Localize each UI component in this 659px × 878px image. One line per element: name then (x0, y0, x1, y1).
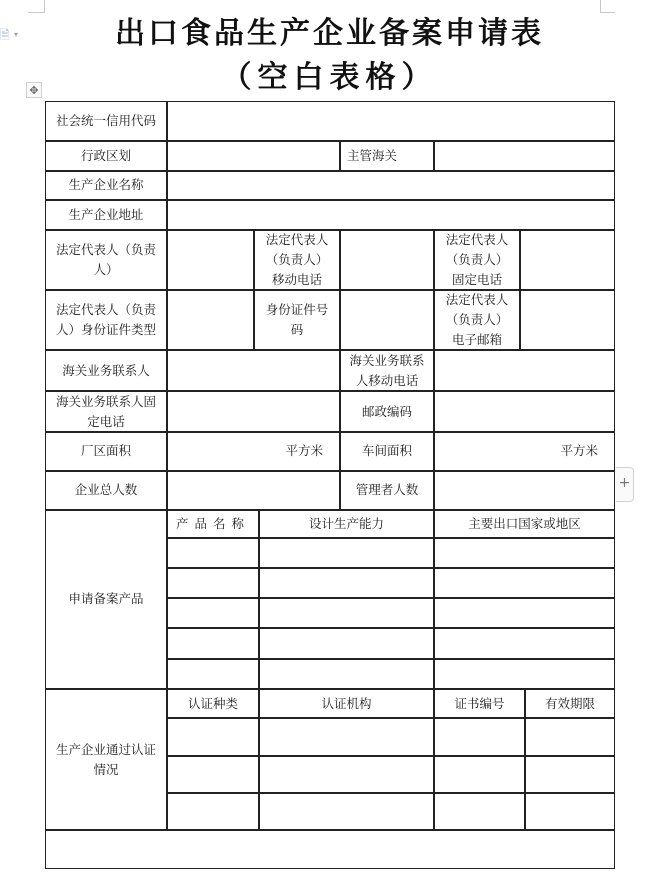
cert-section-label: 生产企业通过认证情况 (55, 741, 156, 777)
product-name-field[interactable] (168, 569, 258, 597)
company-address-label: 生产企业地址 (68, 207, 144, 222)
legal-rep-email-field[interactable] (521, 291, 614, 349)
cert-validity-field[interactable] (526, 757, 614, 792)
id-number-label: 身份证件号码 (265, 302, 329, 337)
cert-body-field[interactable] (260, 757, 433, 792)
postcode-field[interactable] (435, 392, 614, 431)
customs-label: 主管海关 (347, 148, 398, 163)
credit-code-field[interactable] (168, 102, 614, 140)
page-corner-mark (28, 0, 45, 13)
contact-landline-field[interactable] (168, 392, 339, 431)
products-header-countries: 主要出口国家或地区 (468, 515, 581, 531)
cert-body-field[interactable] (260, 719, 433, 755)
contact-field[interactable] (168, 351, 339, 390)
cert-validity-field[interactable] (526, 719, 614, 755)
products-header-name: 产品名称 (175, 515, 250, 531)
document-subtitle: （空白表格） (221, 60, 438, 95)
admin-region-label: 行政区划 (80, 148, 131, 163)
legal-rep-mobile-label: 法定代表人（负责人）移动电话 (265, 232, 329, 287)
contact-landline-label: 海关业务联系人固定电话 (55, 393, 156, 429)
product-countries-field[interactable] (435, 629, 614, 658)
legal-rep-email-label: 法定代表人（负责人）电子邮箱 (445, 292, 509, 347)
legal-rep-landline-field[interactable] (521, 231, 614, 289)
product-capacity-field[interactable] (260, 599, 433, 627)
product-countries-field[interactable] (435, 660, 614, 688)
product-countries-field[interactable] (435, 569, 614, 597)
admin-region-field[interactable] (168, 142, 339, 170)
product-name-field[interactable] (168, 539, 258, 567)
credit-code-label: 社会统一信用代码 (55, 113, 156, 128)
table-move-handle-icon[interactable]: ✥ (26, 82, 42, 98)
page-corner-mark (600, 0, 615, 13)
legal-rep-landline-label: 法定代表人（负责人）固定电话 (445, 232, 509, 287)
cert-header-type: 认证种类 (187, 695, 238, 711)
product-capacity-field[interactable] (260, 660, 433, 688)
cert-header-validity: 有效期限 (544, 695, 595, 711)
id-number-field[interactable] (341, 291, 433, 349)
product-name-field[interactable] (168, 599, 258, 627)
workshop-area-label: 车间面积 (361, 443, 412, 458)
customs-field[interactable] (435, 142, 614, 170)
blank-row-field[interactable] (46, 831, 614, 868)
product-capacity-field[interactable] (260, 569, 433, 597)
cert-number-field[interactable] (435, 794, 524, 829)
plant-area-field[interactable] (168, 432, 339, 470)
products-header-capacity: 设计生产能力 (308, 515, 384, 531)
product-name-field[interactable] (168, 629, 258, 658)
postcode-label: 邮政编码 (361, 403, 412, 419)
company-name-field[interactable] (168, 171, 614, 199)
cert-type-field[interactable] (168, 757, 258, 792)
legal-rep-mobile-field[interactable] (341, 231, 433, 289)
cert-validity-field[interactable] (526, 794, 614, 829)
cert-header-body: 认证机构 (321, 695, 372, 711)
product-capacity-field[interactable] (260, 629, 433, 658)
products-section-label: 申请备案产品 (68, 591, 144, 606)
cert-number-field[interactable] (435, 719, 524, 755)
add-column-button[interactable]: + (616, 467, 634, 502)
plant-area-unit: 平方米 (285, 443, 323, 458)
managers-field[interactable] (435, 471, 614, 509)
product-countries-field[interactable] (435, 539, 614, 567)
total-staff-label: 企业总人数 (74, 482, 138, 497)
managers-label: 管理者人数 (355, 482, 419, 497)
chevron-down-icon[interactable]: ▾ (14, 30, 19, 39)
contact-mobile-label: 海关业务联系人移动电话 (349, 352, 425, 388)
cert-header-number: 证书编号 (454, 695, 505, 711)
product-name-field[interactable] (168, 660, 258, 688)
product-countries-field[interactable] (435, 599, 614, 627)
cert-body-field[interactable] (260, 794, 433, 829)
workshop-area-field[interactable] (435, 432, 614, 470)
document-icon[interactable]: 🗎 (0, 28, 10, 42)
legal-rep-label: 法定代表人（负责人） (55, 242, 156, 277)
cert-type-field[interactable] (168, 794, 258, 829)
cert-number-field[interactable] (435, 757, 524, 792)
legal-rep-field[interactable] (168, 231, 253, 289)
document-title: 出口食品生产企业备案申请表 (115, 16, 544, 51)
plant-area-label: 厂区面积 (80, 443, 131, 458)
legal-rep-id-type-label: 法定代表人（负责人）身份证件类型 (55, 302, 156, 337)
total-staff-field[interactable] (168, 471, 339, 509)
contact-mobile-field[interactable] (435, 351, 614, 390)
company-name-label: 生产企业名称 (68, 177, 144, 192)
product-capacity-field[interactable] (260, 539, 433, 567)
workshop-area-unit: 平方米 (560, 443, 598, 458)
contact-label: 海关业务联系人 (62, 362, 150, 378)
cert-type-field[interactable] (168, 719, 258, 755)
company-address-field[interactable] (168, 201, 614, 229)
legal-rep-id-type-field[interactable] (168, 291, 253, 349)
